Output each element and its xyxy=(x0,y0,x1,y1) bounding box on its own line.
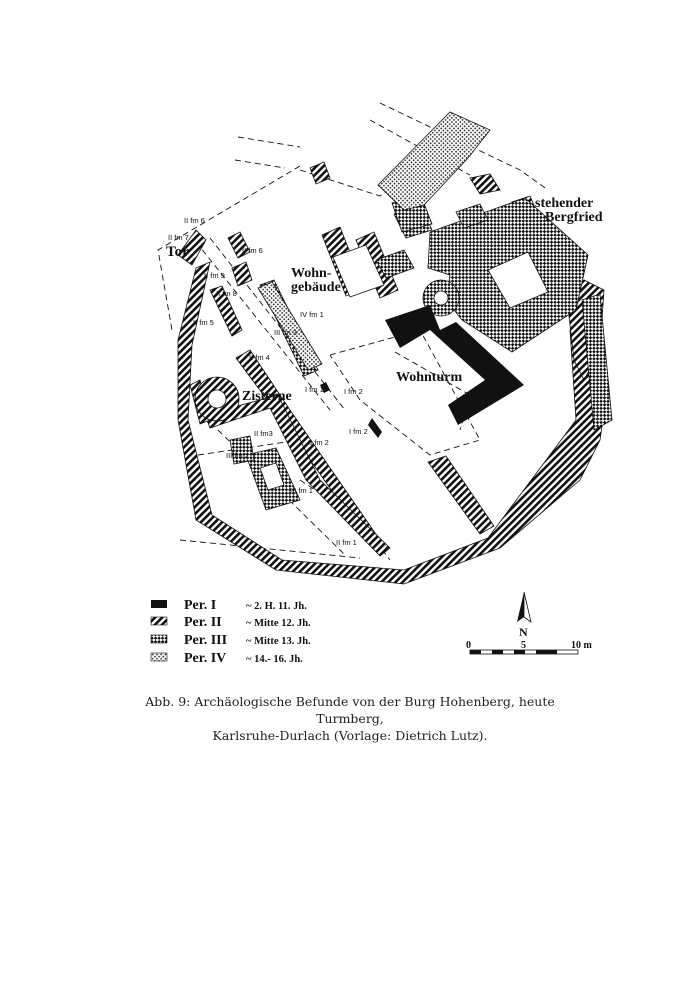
scale-tick-5: 5 xyxy=(521,640,526,651)
scale-tick-10: 10 m xyxy=(571,640,592,651)
label-tor: Tor xyxy=(166,244,189,260)
legend-period-iv: Per. IV xyxy=(184,651,227,666)
legend-period-iii: Per. III xyxy=(184,633,228,648)
legend-period-ii: Per. II xyxy=(184,615,222,630)
caption-line-1: Abb. 9: Archäologische Befunde von der Burg Hohenberg, heute Turmberg, xyxy=(145,694,555,726)
fm-ii-6b: II fm 6 xyxy=(242,246,263,255)
fm-ii-9: II fm 9 xyxy=(204,271,225,280)
fm-iii-3: III fm 3 xyxy=(274,328,297,337)
fm-iii-2: III fm 2 xyxy=(226,451,249,460)
fm-ii-2: II fm 2 xyxy=(308,438,329,447)
label-wohngebaeude-2: gebäude xyxy=(291,280,341,295)
legend-date-iv: ~ 14.- 16. Jh. xyxy=(246,654,303,665)
fm-ii-4: II fm 4 xyxy=(249,353,270,362)
legend-date-ii: ~ Mitte 12. Jh. xyxy=(246,618,311,629)
fm-ii-8: II fm 8 xyxy=(216,289,237,298)
north-arrow-icon xyxy=(517,592,531,639)
label-zisterne: Zisterne xyxy=(242,389,292,404)
legend-date-i: ~ 2. H. 11. Jh. xyxy=(246,601,307,612)
fm-i-2a: I fm 2 xyxy=(344,387,363,396)
fm-i-2b: I fm 2 xyxy=(349,427,368,436)
legend-swatch-per-iv xyxy=(151,653,167,661)
label-bergfried-1: stehender xyxy=(535,196,594,211)
legend-date-iii: ~ Mitte 13. Jh. xyxy=(246,636,311,647)
fm-ii-5: II fm 5 xyxy=(193,318,214,327)
fm-ii-6a: II fm 6 xyxy=(184,216,205,225)
label-wohnturm: Wohnturm xyxy=(396,370,463,385)
figure-caption xyxy=(120,693,580,744)
fm-iii-1: III fm 1 xyxy=(290,486,313,495)
fm-ii-3: II fm3 xyxy=(254,429,273,438)
label-bergfried-2: Bergfried xyxy=(545,210,603,225)
fm-iv-1: IV fm 1 xyxy=(300,310,324,319)
scale-bar xyxy=(466,640,593,654)
fm-i-1: I fm 1 xyxy=(305,385,324,394)
fm-ii-1: II fm 1 xyxy=(336,538,357,547)
scale-tick-0: 0 xyxy=(466,640,471,651)
legend xyxy=(151,598,311,666)
north-label: N xyxy=(519,625,528,639)
legend-swatch-per-iii xyxy=(151,635,167,643)
caption-line-2: Karlsruhe-Durlach (Vorlage: Dietrich Lutz). xyxy=(212,728,488,743)
cistern xyxy=(195,377,239,421)
legend-swatch-per-i xyxy=(151,600,167,608)
legend-period-i: Per. I xyxy=(184,598,217,613)
legend-swatch-per-ii xyxy=(151,617,167,625)
label-wohngebaeude-1: Wohn- xyxy=(291,266,332,281)
fm-ii-7: II fm 7 xyxy=(168,233,189,242)
